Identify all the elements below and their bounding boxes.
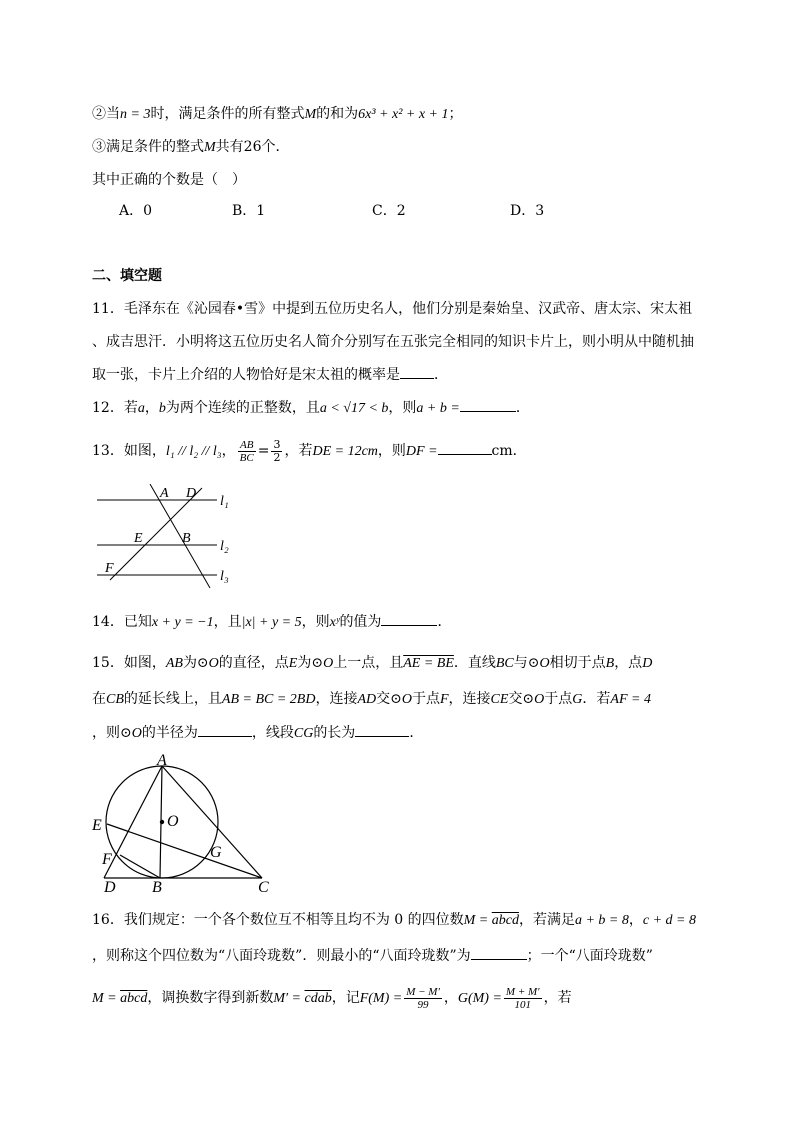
q14-line: 14．已知x + y = −1，且|x| + y = 5，则xʸ的值为 ． xyxy=(92,611,451,633)
label-a: A xyxy=(160,486,169,501)
label-f: F xyxy=(105,561,114,576)
answer-blank xyxy=(198,722,252,737)
q11-line-2: 、成吉思汗．小明将这五位历史名人简介分别写在五张完全相同的知识卡片上，则小明从中随机抽 xyxy=(92,334,694,350)
q10-option-c: C．2 xyxy=(372,203,406,219)
three-halves-fraction: $\frac{3}{2}$ xyxy=(273,437,281,464)
label-c: C xyxy=(258,879,269,894)
f-fraction: $\frac{M - M'}{99}$ xyxy=(406,985,440,1011)
label-b: B xyxy=(152,879,162,894)
q11-line-3: 取一张，卡片上介绍的人物恰好是宋太祖的概率是 ． xyxy=(92,364,448,385)
q11-line-1: 11．毛泽东在《沁园春•雪》中提到五位历史名人，他们分别是秦始皇、汉武帝、唐太宗、宋太祖 xyxy=(92,301,693,317)
label-d: D xyxy=(186,486,197,501)
ab-bc-fraction: $\frac{AB}{BC}$ xyxy=(239,438,254,464)
q16-line-3: M = abcd，调换数字得到新数M′ = cdab，记F(M) = $\frac{M - M'}{99}$ ，G(M) = $\frac{M + M'}{101}$ ，若 xyxy=(92,985,572,1011)
q10-statement-3: ③满足条件的整式M共有26个． xyxy=(92,139,290,155)
line-ad xyxy=(104,766,162,878)
label-l3: l₃ xyxy=(220,569,229,584)
label-l2: l₂ xyxy=(220,539,229,554)
line-ec xyxy=(107,824,262,878)
answer-blank xyxy=(381,611,437,626)
answer-blank xyxy=(471,945,527,960)
q16-line-2: ，则称这个四位数为“八面玲珑数”．则最小的“八面玲珑数”为 ；一个“八面玲珑数” xyxy=(92,945,653,966)
q15-line-1: 15．如图，AB为⊙O的直径，点E为⊙O上一点，且AE = BE．直线BC与⊙O相切于点B，点D xyxy=(92,655,653,671)
label-b: B xyxy=(182,531,191,546)
label-f: F xyxy=(102,851,112,868)
q10-question: 其中正确的个数是（ ） xyxy=(92,172,246,188)
label-e: E xyxy=(134,531,143,546)
answer-blank xyxy=(355,722,409,737)
q10-option-a: A．0 xyxy=(119,203,153,219)
q10-statement-2: ②当n = 3时，满足条件的所有整式M的和为6x³ + x² + x + 1； xyxy=(92,106,463,122)
label-d: D xyxy=(104,879,116,894)
q10-option-b: B．1 xyxy=(232,203,266,219)
q12-line: 12．若a，b为两个连续的正整数，且a < √17 < b，则a + b = ． xyxy=(92,397,530,419)
q13-line: 13．如图，l₁ // l₂ // l₃， $\frac{AB}{BC}$ = $\frac{3}{2}$ ，若DE = 12cm，则DF = cm． xyxy=(92,437,527,464)
q15-line-3: ，则⊙O的半径为 ，线段CG的长为 ． xyxy=(92,722,423,744)
q16-line-1: 16．我们规定：一个各个数位互不相等且均不为 0 的四位数M = abcd，若满足a + b = 8，c + d = 8 xyxy=(92,912,696,928)
q15-circle-figure xyxy=(90,754,280,894)
label-o: O xyxy=(167,813,179,830)
q10-option-d: D．3 xyxy=(510,203,545,219)
answer-blank xyxy=(438,440,492,455)
answer-blank xyxy=(400,364,434,379)
q15-line-2: 在CB的延长线上，且AB = BC = 2BD，连接AD交⊙O于点F，连接CE交⊙O于点G．若AF = 4 xyxy=(92,691,651,707)
g-fraction: $\frac{M + M'}{101}$ xyxy=(505,985,540,1011)
label-g: G xyxy=(210,844,222,861)
line-fb xyxy=(120,855,160,878)
label-e: E xyxy=(92,817,102,834)
q13-parallel-lines-figure xyxy=(92,484,242,594)
answer-blank xyxy=(460,397,516,412)
section-title: 二、填空题 xyxy=(92,268,162,284)
label-l1: l₁ xyxy=(220,494,229,509)
center-point xyxy=(160,820,164,824)
label-a: A xyxy=(157,754,167,769)
